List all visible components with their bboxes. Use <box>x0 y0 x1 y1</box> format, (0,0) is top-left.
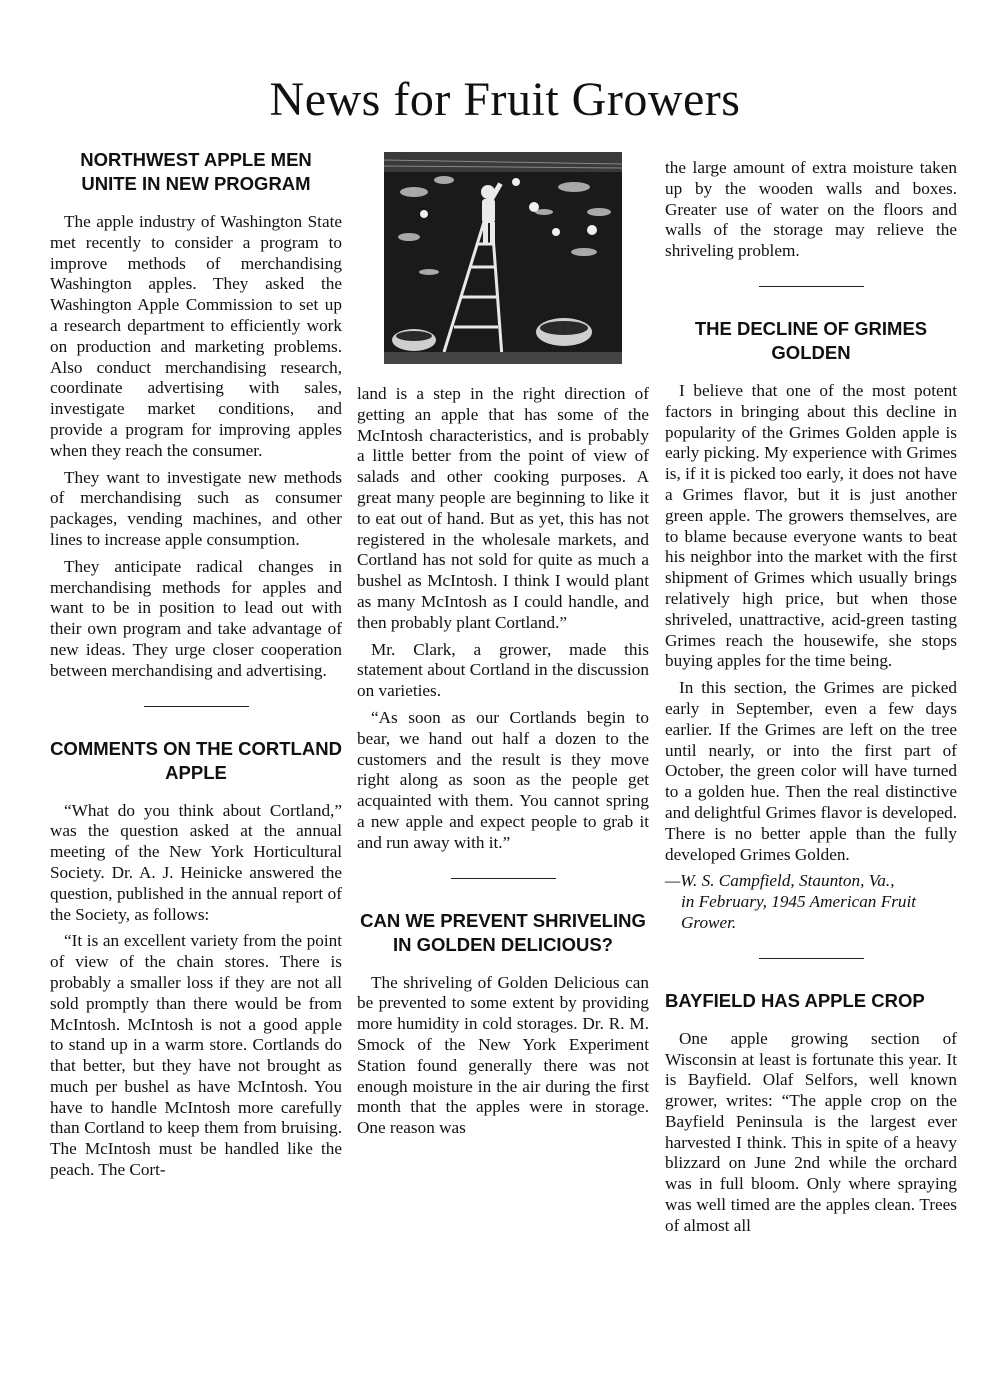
signature-source: in February, 1945 American Fruit Grower. <box>681 892 917 932</box>
paragraph: They want to investigate new methods of merchandising such as consumer packages, vending machines, and other lines to increase apple consumption. <box>50 467 342 549</box>
paragraph: “As soon as our Cortlands begin to bear, we hand out half a dozen to the customers and the result is they move right along as soon as the people get acquainted with them. You cannot spring a new apple and expect people to grab it and run away with it.” <box>357 707 649 852</box>
paragraph: The apple industry of Washington State met recently to consider a program to improve methods of merchandising Washington apples. They asked the Washington Apple Commission to set up a research department to efficiently work on production and marketing problems. Also conduct merchandising research, coordinate advertising with sales, investigate market conditions, and provide a program for improving apples when they reach the consumer. <box>50 212 342 460</box>
paragraph: Mr. Clark, a grower, made this statement about Cortland in the discussion on varieties. <box>357 639 649 701</box>
column-left <box>50 148 342 1187</box>
heading-decline-grimes-golden: THE DECLINE OF GRIMES GOLDEN <box>694 317 928 363</box>
heading-shriveling-golden-delicious: CAN WE PREVENT SHRIVELING IN GOLDEN DELICIOUS? <box>360 909 646 955</box>
column-right <box>665 158 957 1243</box>
paragraph: In this section, the Grimes are picked early in September, even a few days earlier. If the Grimes are left on the tree until nearly, or into the first part of October, the green color will have turned to a golden hue. Then the real distinctive and delightful Grimes flavor is developed. There is no better apple than the fully developed Grimes Golden. <box>665 678 957 864</box>
column-middle <box>357 152 649 1145</box>
section-divider <box>759 286 864 287</box>
paragraph: the large amount of extra moisture taken up by the wooden walls and boxes. Greater use of water on the floors and walls of the storage may relieve the shriveling problem. <box>665 158 957 261</box>
heading-northwest-apple-men: NORTHWEST APPLE MEN UNITE IN NEW PROGRAM <box>80 149 312 194</box>
page-title: News for Fruit Growers <box>269 73 741 126</box>
paragraph: land is a step in the right direction of getting an apple that has some of the McIntosh characteristics, and is probably a little better from the point of view of salads and other cooking purposes. A great many people are beginning to like it to eat out of hand. But as yet, this has not registered in the wholesale markets, and Cortland has not sold for quite as much a bushel as McIntosh. I think I would plant as many McIntosh as I could handle, and then probably plant Cortland.” <box>357 384 649 632</box>
apple-picker-illustration <box>384 152 622 364</box>
section-divider <box>144 706 249 707</box>
signature-author: —W. S. Campfield, Staunton, Va., <box>665 871 895 891</box>
heading-bayfield-apple-crop: BAYFIELD HAS APPLE CROP <box>665 989 925 1011</box>
paragraph: The shriveling of Golden Delicious can be prevented to some extent by providing more humidity in cold storages. Dr. R. M. Smock of the New York Experiment Station found generally there was not enough moisture in the air during the first month that the apples were in storage. One reason was <box>357 972 649 1138</box>
section-divider <box>759 958 864 959</box>
paragraph: “It is an excellent variety from the point of view of the chain stores. There is probably a smaller loss if they are not all sold promptly than there would be from McIntosh. McIntosh is not a good apple to stand up in a warm store. Cortlands do that better, but they have not brought as much per bushel as have McIntosh. You have to handle McIntosh more carefully than Cortland to keep them from bruising. The McIntosh must be handled like the peach. The Cort- <box>50 931 342 1180</box>
heading-comments-on-cortland: COMMENTS ON THE CORTLAND APPLE <box>50 737 342 783</box>
paragraph: I believe that one of the most potent factors in bringing about this decline in popularity of the Grimes Golden apple is early picking. My experience with Grimes is, if it is picked too early, it does not have a Grimes flavor, but it is just another green apple. The growers themselves, are to blame because everyone wants to beat his neighbor into the market with the first shipment of Grimes which usually brings relatively high price, but when those shriveled, unattractive, acid-green tasting Grimes reach the housewife, she stops buying apples for the time being. <box>665 380 957 671</box>
paragraph: One apple growing section of Wisconsin at least is fortunate this year. It is Bayfield. Olaf Selfors, well known grower, writes: “The apple crop on the Bayfield Peninsula is the largest ever harvested I think. This in spite of a heavy blizzard on June 2nd while the orchard was in full bloom. Only where spraying was well timed are the apples clean. Trees of almost all <box>665 1028 957 1235</box>
section-divider <box>451 878 556 879</box>
paragraph: “What do you think about Cortland,” was the question asked at the annual meeting of the New York Horticultural Society. Dr. A. J. Heinicke answered the question, published in the annual report of the Society, as follows: <box>50 800 342 924</box>
paragraph: They anticipate radical changes in merchandising methods for apples and want to be in position to lead out with their own program and take advantage of new ideas. They urge closer cooperation between merchandising and advertising. <box>50 556 342 680</box>
